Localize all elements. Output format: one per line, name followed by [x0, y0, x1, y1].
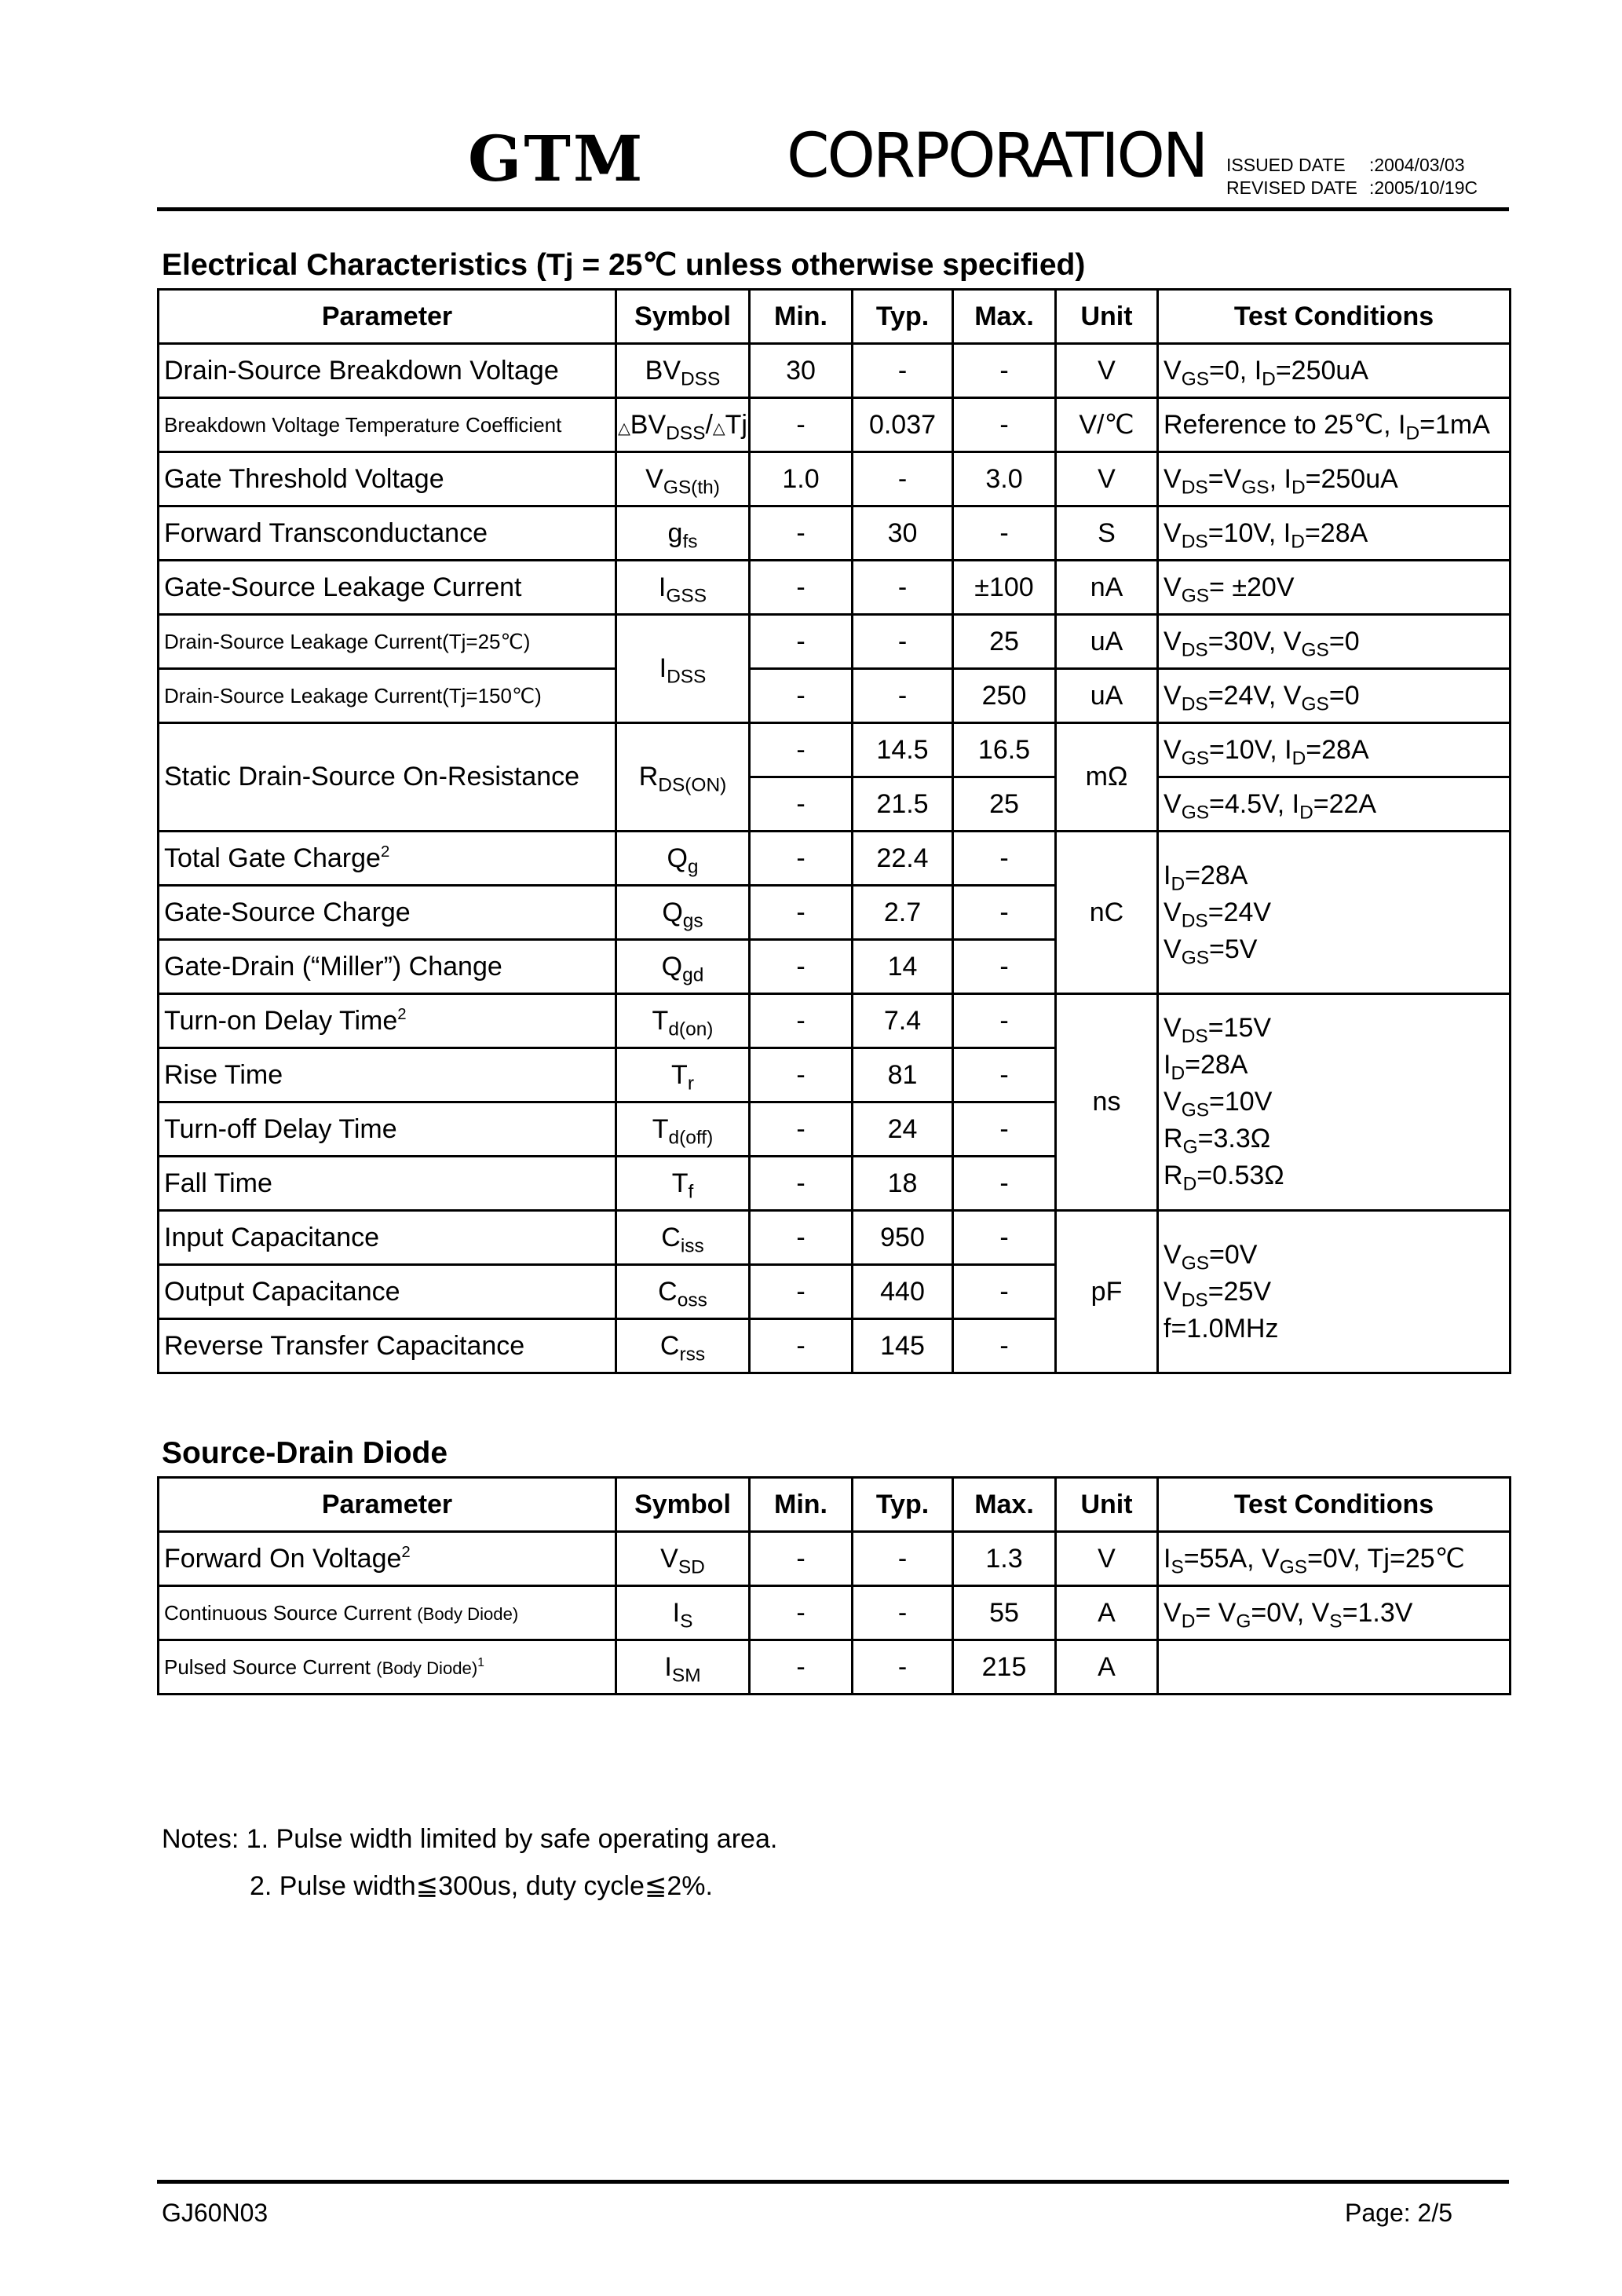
table-row — [159, 615, 1511, 669]
typ-cell: 22.4 — [853, 832, 953, 886]
source-drain-diode-table — [157, 1476, 1511, 1695]
symbol-cell: $T_{d(on)}$ — [616, 994, 750, 1048]
typ-cell: - — [853, 344, 953, 398]
min-cell: - — [750, 1211, 853, 1265]
parameter-cell: Turn-on Delay Time$^2$ — [159, 994, 616, 1048]
symbol-cell: $g_{fs}$ — [616, 506, 750, 561]
unit-cell: V/℃ — [1056, 398, 1158, 452]
table-row — [159, 994, 1511, 1048]
typ-cell: - — [853, 452, 953, 506]
parameter-cell: Gate Threshold Voltage — [159, 452, 616, 506]
table-row — [159, 1532, 1511, 1586]
typ-cell: 7.4 — [853, 994, 953, 1048]
col-typ-header: Typ. — [853, 290, 953, 344]
symbol-cell: $BV_{DSS}$ — [616, 344, 750, 398]
typ-cell: 24 — [853, 1102, 953, 1157]
min-cell: 30 — [750, 344, 853, 398]
table-row — [159, 452, 1511, 506]
table-header-row — [159, 290, 1511, 344]
max-cell: 250 — [953, 669, 1056, 723]
col-test-conditions-header: Test Conditions — [1158, 1478, 1511, 1532]
parameter-cell: Breakdown Voltage Temperature Coefficient — [159, 398, 616, 452]
typ-cell: - — [853, 669, 953, 723]
note-2: 2. Pulse width≦300us, duty cycle≦2%. — [250, 1871, 713, 1901]
unit-cell: nC — [1056, 832, 1158, 994]
typ-cell: 14.5 — [853, 723, 953, 777]
table-row — [159, 1211, 1511, 1265]
test-condition-line: $V_{DS}=24V$ — [1164, 897, 1272, 931]
unit-cell: A — [1056, 1640, 1158, 1695]
parameter-cell: Gate-Source Leakage Current — [159, 561, 616, 615]
test-condition-line: $V_{GS}=10V$ — [1164, 1087, 1273, 1121]
col-unit-header: Unit — [1056, 290, 1158, 344]
min-cell: - — [750, 1532, 853, 1586]
min-cell: - — [750, 506, 853, 561]
unit-cell: A — [1056, 1586, 1158, 1640]
parameter-cell: Static Drain-Source On-Resistance — [159, 723, 616, 832]
symbol-cell: $C_{iss}$ — [616, 1211, 750, 1265]
test-conditions-cell: $V_{GS}=4.5V$, $I_D=22A$ — [1158, 777, 1511, 832]
parameter-cell: Total Gate Charge$^2$ — [159, 832, 616, 886]
symbol-cell: $Q_g$ — [616, 832, 750, 886]
footer-divider — [157, 2180, 1509, 2184]
test-conditions-cell: $V_{DS}=V_{GS}$, $I_D=250uA$ — [1158, 452, 1511, 506]
min-cell: - — [750, 561, 853, 615]
min-cell: - — [750, 777, 853, 832]
min-cell: - — [750, 1048, 853, 1102]
test-condition-line: $V_{DS}=25V$ — [1164, 1276, 1272, 1311]
test-condition-line: $V_{GS}=5V$ — [1164, 934, 1258, 968]
unit-cell: uA — [1056, 615, 1158, 669]
header-divider — [157, 207, 1509, 211]
min-cell: - — [750, 886, 853, 940]
symbol-cell: $C_{rss}$ — [616, 1319, 750, 1373]
electrical-characteristics-table — [157, 288, 1511, 1374]
min-cell: - — [750, 1157, 853, 1211]
test-conditions-cell — [1158, 832, 1511, 994]
table-row — [159, 832, 1511, 886]
max-cell: - — [953, 1102, 1056, 1157]
test-condition-line: $V_{GS}=0V$ — [1164, 1239, 1258, 1274]
typ-cell: 81 — [853, 1048, 953, 1102]
min-cell: - — [750, 1265, 853, 1319]
table-row — [159, 344, 1511, 398]
parameter-cell: Reverse Transfer Capacitance — [159, 1319, 616, 1373]
parameter-cell: Pulsed Source Current (Body Diode)$^1$ — [159, 1640, 616, 1695]
symbol-cell: $I_{GSS}$ — [616, 561, 750, 615]
col-test-conditions-header: Test Conditions — [1158, 290, 1511, 344]
max-cell: 1.3 — [953, 1532, 1056, 1586]
test-conditions-cell: $V_{DS}=10V$, $I_D=28A$ — [1158, 506, 1511, 561]
typ-cell: 21.5 — [853, 777, 953, 832]
min-cell: - — [750, 1640, 853, 1695]
test-conditions-cell: Reference to 25℃, $I_D=1mA$ — [1158, 398, 1511, 452]
unit-cell: uA — [1056, 669, 1158, 723]
symbol-cell: $V_{GS(th)}$ — [616, 452, 750, 506]
parameter-cell: Drain-Source Leakage Current(Tj=150℃) — [159, 669, 616, 723]
typ-cell: - — [853, 1586, 953, 1640]
max-cell: - — [953, 886, 1056, 940]
test-conditions-cell: $V_D= V_G=0V$, $V_S=1.3V$ — [1158, 1586, 1511, 1640]
col-min-header: Min. — [750, 290, 853, 344]
parameter-cell: Rise Time — [159, 1048, 616, 1102]
max-cell: 25 — [953, 777, 1056, 832]
typ-cell: 14 — [853, 940, 953, 994]
typ-cell: 30 — [853, 506, 953, 561]
company-logo: GTM — [468, 122, 645, 196]
unit-cell: S — [1056, 506, 1158, 561]
parameter-cell: Output Capacitance — [159, 1265, 616, 1319]
typ-cell: - — [853, 561, 953, 615]
typ-cell: 950 — [853, 1211, 953, 1265]
test-condition-line: f=1.0MHz — [1164, 1313, 1279, 1344]
revised-date-value: :2005/10/19C — [1369, 177, 1478, 198]
max-cell: 25 — [953, 615, 1056, 669]
part-number: GJ60N03 — [162, 2199, 269, 2227]
test-conditions-lines — [1164, 1237, 1509, 1347]
max-cell: - — [953, 1319, 1056, 1373]
unit-cell: V — [1056, 1532, 1158, 1586]
max-cell: - — [953, 506, 1056, 561]
test-conditions-cell — [1158, 994, 1511, 1211]
issued-date-label: ISSUED DATE — [1226, 155, 1346, 175]
unit-cell: pF — [1056, 1211, 1158, 1373]
issued-date-value: :2004/03/03 — [1369, 155, 1465, 175]
max-cell: - — [953, 1157, 1056, 1211]
symbol-cell: $R_{DS(ON)}$ — [616, 723, 750, 832]
unit-cell: V — [1056, 452, 1158, 506]
page-number: Page: 2/5 — [1345, 2199, 1452, 2227]
min-cell: - — [750, 994, 853, 1048]
parameter-cell: Fall Time — [159, 1157, 616, 1211]
company-name: CORPORATION — [787, 121, 1207, 192]
parameter-cell: Turn-off Delay Time — [159, 1102, 616, 1157]
test-conditions-cell: $I_S=55A$, $V_{GS}=0V$, Tj=25℃ — [1158, 1532, 1511, 1586]
test-conditions-cell — [1158, 1640, 1511, 1695]
max-cell: 3.0 — [953, 452, 1056, 506]
max-cell: 16.5 — [953, 723, 1056, 777]
typ-cell: 18 — [853, 1157, 953, 1211]
col-symbol-header: Symbol — [616, 290, 750, 344]
test-conditions-cell: $V_{GS}= \pm 20V$ — [1158, 561, 1511, 615]
min-cell: 1.0 — [750, 452, 853, 506]
max-cell: - — [953, 344, 1056, 398]
table-row — [159, 669, 1511, 723]
max-cell: - — [953, 994, 1056, 1048]
max-cell: - — [953, 1048, 1056, 1102]
min-cell: - — [750, 398, 853, 452]
test-condition-line: $R_G=3.3\Omega$ — [1164, 1124, 1271, 1158]
parameter-cell: Gate-Drain (“Miller”) Change — [159, 940, 616, 994]
source-drain-diode-title: Source-Drain Diode — [162, 1436, 448, 1470]
test-conditions-lines — [1164, 857, 1509, 968]
test-condition-line: $I_D=28A$ — [1164, 1050, 1248, 1084]
revised-date-label: REVISED DATE — [1226, 177, 1357, 198]
symbol-cell: $\triangle BV_{DSS}/\triangle Tj$ — [616, 398, 750, 452]
parameter-cell: Forward Transconductance — [159, 506, 616, 561]
typ-cell: 440 — [853, 1265, 953, 1319]
parameter-cell: Continuous Source Current (Body Diode) — [159, 1586, 616, 1640]
col-max-header: Max. — [953, 290, 1056, 344]
test-conditions-cell — [1158, 1211, 1511, 1373]
col-parameter-header: Parameter — [159, 1478, 616, 1532]
table-row — [159, 561, 1511, 615]
col-parameter-header: Parameter — [159, 290, 616, 344]
symbol-cell: $Q_{gd}$ — [616, 940, 750, 994]
min-cell: - — [750, 723, 853, 777]
min-cell: - — [750, 832, 853, 886]
max-cell: 215 — [953, 1640, 1056, 1695]
max-cell: - — [953, 1265, 1056, 1319]
col-symbol-header: Symbol — [616, 1478, 750, 1532]
max-cell: - — [953, 398, 1056, 452]
typ-cell: - — [853, 1640, 953, 1695]
min-cell: - — [750, 1586, 853, 1640]
symbol-cell: $I_S$ — [616, 1586, 750, 1640]
typ-cell: 145 — [853, 1319, 953, 1373]
parameter-cell: Input Capacitance — [159, 1211, 616, 1265]
test-condition-line: $I_D=28A$ — [1164, 860, 1248, 894]
unit-cell: mΩ — [1056, 723, 1158, 832]
min-cell: - — [750, 615, 853, 669]
test-conditions-cell: $V_{GS}=0$, $I_D=250uA$ — [1158, 344, 1511, 398]
symbol-cell: $T_f$ — [616, 1157, 750, 1211]
parameter-cell: Drain-Source Breakdown Voltage — [159, 344, 616, 398]
table-row — [159, 1586, 1511, 1640]
typ-cell: - — [853, 1532, 953, 1586]
test-condition-line: $R_D=0.53\Omega$ — [1164, 1161, 1284, 1195]
max-cell: ±100 — [953, 561, 1056, 615]
table-row — [159, 398, 1511, 452]
symbol-cell: $T_r$ — [616, 1048, 750, 1102]
unit-cell: V — [1056, 344, 1158, 398]
max-cell: 55 — [953, 1586, 1056, 1640]
col-min-header: Min. — [750, 1478, 853, 1532]
col-unit-header: Unit — [1056, 1478, 1158, 1532]
document-dates — [1226, 154, 1478, 199]
min-cell: - — [750, 940, 853, 994]
test-conditions-lines — [1164, 1010, 1509, 1194]
test-conditions-cell: $V_{DS}=24V$, $V_{GS}=0$ — [1158, 669, 1511, 723]
symbol-cell: $T_{d(off)}$ — [616, 1102, 750, 1157]
electrical-characteristics-title: Electrical Characteristics (Tj = 25℃ unless otherwise specified) — [162, 248, 1086, 282]
table-row — [159, 506, 1511, 561]
test-conditions-cell: $V_{DS}=30V$, $V_{GS}=0$ — [1158, 615, 1511, 669]
parameter-cell: Drain-Source Leakage Current(Tj=25℃) — [159, 615, 616, 669]
notes — [162, 1815, 777, 1910]
typ-cell: 2.7 — [853, 886, 953, 940]
symbol-cell: $Q_{gs}$ — [616, 886, 750, 940]
min-cell: - — [750, 669, 853, 723]
table-row — [159, 723, 1511, 777]
symbol-cell: $C_{oss}$ — [616, 1265, 750, 1319]
max-cell: - — [953, 940, 1056, 994]
table-row — [159, 1640, 1511, 1695]
symbol-cell: $V_{SD}$ — [616, 1532, 750, 1586]
test-condition-line: $V_{DS}=15V$ — [1164, 1013, 1272, 1047]
col-max-header: Max. — [953, 1478, 1056, 1532]
max-cell: - — [953, 1211, 1056, 1265]
symbol-cell: $I_{SM}$ — [616, 1640, 750, 1695]
note-1: Notes: 1. Pulse width limited by safe operating area. — [162, 1824, 778, 1854]
min-cell: - — [750, 1102, 853, 1157]
symbol-cell: $I_{DSS}$ — [616, 615, 750, 723]
min-cell: - — [750, 1319, 853, 1373]
parameter-cell: Forward On Voltage$^2$ — [159, 1532, 616, 1586]
col-typ-header: Typ. — [853, 1478, 953, 1532]
max-cell: - — [953, 832, 1056, 886]
typ-cell: 0.037 — [853, 398, 953, 452]
table-header-row — [159, 1478, 1511, 1532]
typ-cell: - — [853, 615, 953, 669]
unit-cell: ns — [1056, 994, 1158, 1211]
test-conditions-cell: $V_{GS}=10V$, $I_D=28A$ — [1158, 723, 1511, 777]
unit-cell: nA — [1056, 561, 1158, 615]
parameter-cell: Gate-Source Charge — [159, 886, 616, 940]
